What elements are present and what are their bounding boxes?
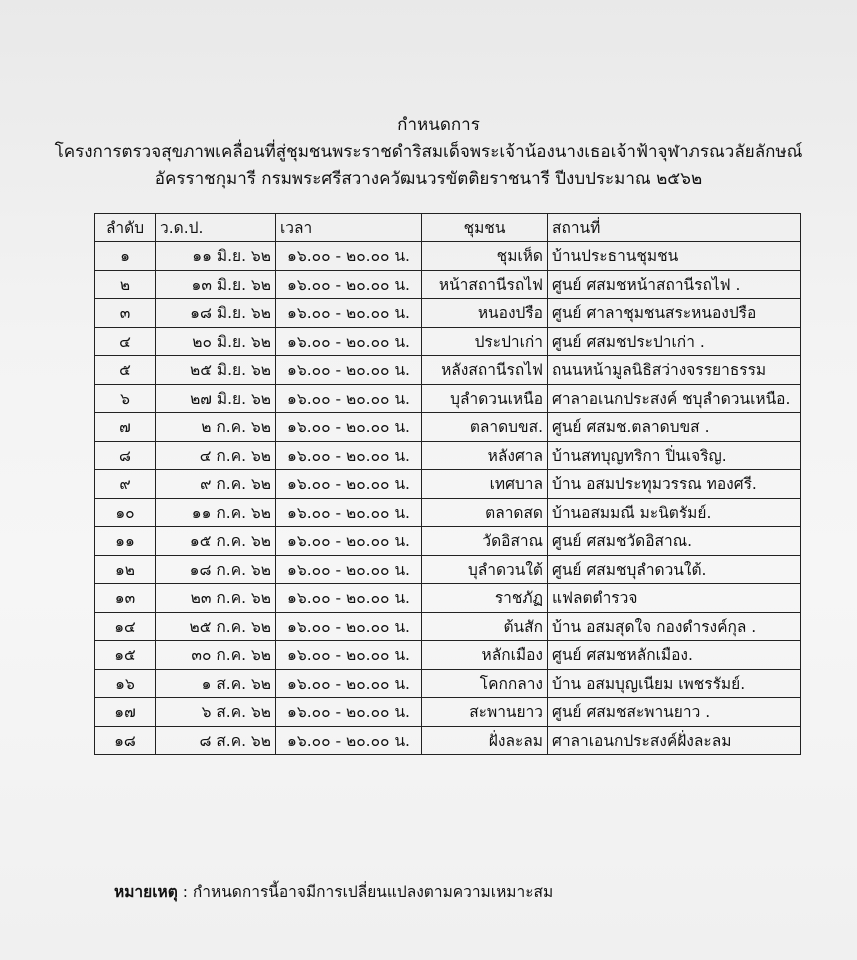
- cell-order: ๑๖: [95, 669, 156, 698]
- header-date: ว.ด.ป.: [156, 214, 276, 242]
- cell-order: ๑๓: [95, 584, 156, 613]
- cell-location: ศาลาเอนกประสงค์ฝั่งละลม: [548, 726, 801, 755]
- cell-date: ๑๕ ก.ค. ๖๒: [156, 527, 276, 556]
- cell-community: ราชภัฏ: [422, 584, 548, 613]
- cell-order: ๑๔: [95, 612, 156, 641]
- cell-location: ถนนหน้ามูลนิธิสว่างจรรยาธรรม: [548, 356, 801, 385]
- table-row: [95, 669, 801, 698]
- cell-community: บุลำดวนเหนือ: [422, 384, 548, 413]
- cell-time: ๑๖.๐๐ - ๒๐.๐๐ น.: [276, 270, 422, 299]
- cell-order: ๑๐: [95, 498, 156, 527]
- table-row: [95, 356, 801, 385]
- cell-time: ๑๖.๐๐ - ๒๐.๐๐ น.: [276, 299, 422, 328]
- cell-location: บ้านประธานชุมชน: [548, 242, 801, 271]
- title-line-1: กำหนดการ: [397, 115, 480, 135]
- table-row: [95, 612, 801, 641]
- cell-time: ๑๖.๐๐ - ๒๐.๐๐ น.: [276, 612, 422, 641]
- table-row: [95, 641, 801, 670]
- cell-time: ๑๖.๐๐ - ๒๐.๐๐ น.: [276, 356, 422, 385]
- cell-community: หลังศาล: [422, 441, 548, 470]
- cell-order: ๓: [95, 299, 156, 328]
- cell-location: ศูนย์ ศสมช.ตลาดบขส .: [548, 413, 801, 442]
- schedule-table: [94, 213, 801, 755]
- cell-time: ๑๖.๐๐ - ๒๐.๐๐ น.: [276, 555, 422, 584]
- title-line-3: อัครราชกุมารี กรมพระศรีสวางควัฒนวรขัตติยราชนารี ปีงบประมาณ ๒๕๖๒: [154, 169, 703, 189]
- cell-date: ๔ ก.ค. ๖๒: [156, 441, 276, 470]
- table-row: [95, 726, 801, 755]
- cell-location: แฟลตตำรวจ: [548, 584, 801, 613]
- table-row: [95, 327, 801, 356]
- cell-location: บ้านอสมมณี มะนิตรัมย์.: [548, 498, 801, 527]
- table-row: [95, 413, 801, 442]
- table-row: [95, 527, 801, 556]
- cell-time: ๑๖.๐๐ - ๒๐.๐๐ น.: [276, 726, 422, 755]
- table-row: [95, 498, 801, 527]
- table-row: [95, 441, 801, 470]
- cell-time: ๑๖.๐๐ - ๒๐.๐๐ น.: [276, 327, 422, 356]
- cell-community: โคกกลาง: [422, 669, 548, 698]
- document-title: [0, 112, 857, 193]
- table-row: [95, 584, 801, 613]
- cell-time: ๑๖.๐๐ - ๒๐.๐๐ น.: [276, 384, 422, 413]
- table-row: [95, 384, 801, 413]
- cell-time: ๑๖.๐๐ - ๒๐.๐๐ น.: [276, 413, 422, 442]
- cell-location: ศูนย์ ศาลาชุมชนสระหนองปรือ: [548, 299, 801, 328]
- cell-community: หน้าสถานีรถไฟ: [422, 270, 548, 299]
- cell-order: ๖: [95, 384, 156, 413]
- cell-date: ๑๑ ก.ค. ๖๒: [156, 498, 276, 527]
- cell-order: ๑๒: [95, 555, 156, 584]
- cell-date: ๑ ส.ค. ๖๒: [156, 669, 276, 698]
- cell-order: ๕: [95, 356, 156, 385]
- header-location: สถานที่: [548, 214, 801, 242]
- cell-location: ศาลาอเนกประสงค์ ชบุลำดวนเหนือ.: [548, 384, 801, 413]
- cell-location: บ้าน อสมประทุมวรรณ ทองศรี.: [548, 470, 801, 499]
- cell-order: ๙: [95, 470, 156, 499]
- cell-location: ศูนย์ ศสมชหน้าสถานีรถไฟ .: [548, 270, 801, 299]
- cell-date: ๑๓ มิ.ย. ๖๒: [156, 270, 276, 299]
- cell-community: บุลำดวนใต้: [422, 555, 548, 584]
- cell-date: ๑๘ ก.ค. ๖๒: [156, 555, 276, 584]
- cell-date: ๒๓ ก.ค. ๖๒: [156, 584, 276, 613]
- cell-location: ศูนย์ ศสมชสะพานยาว .: [548, 698, 801, 727]
- cell-location: ศูนย์ ศสมชหลักเมือง.: [548, 641, 801, 670]
- footnote: [114, 879, 553, 904]
- cell-date: ๑๘ มิ.ย. ๖๒: [156, 299, 276, 328]
- table-body: [95, 242, 801, 755]
- cell-date: ๙ ก.ค. ๖๒: [156, 470, 276, 499]
- cell-community: หนองปรือ: [422, 299, 548, 328]
- table-row: [95, 555, 801, 584]
- cell-order: ๗: [95, 413, 156, 442]
- footnote-label: หมายเหตุ: [114, 883, 178, 901]
- cell-date: ๒๐ มิ.ย. ๖๒: [156, 327, 276, 356]
- title-line-2: โครงการตรวจสุขภาพเคลื่อนที่สู่ชุมชนพระราชดำริสมเด็จพระเจ้าน้องนางเธอเจ้าฟ้าจุฬาภรณวลัยลักษณ์: [54, 142, 803, 162]
- cell-order: ๑๗: [95, 698, 156, 727]
- cell-community: หลังสถานีรถไฟ: [422, 356, 548, 385]
- cell-time: ๑๖.๐๐ - ๒๐.๐๐ น.: [276, 441, 422, 470]
- cell-order: ๘: [95, 441, 156, 470]
- cell-location: ศูนย์ ศสมชบุลำดวนใต้.: [548, 555, 801, 584]
- cell-date: ๘ ส.ค. ๖๒: [156, 726, 276, 755]
- header-order: ลำดับ: [95, 214, 156, 242]
- cell-order: ๑๘: [95, 726, 156, 755]
- cell-time: ๑๖.๐๐ - ๒๐.๐๐ น.: [276, 527, 422, 556]
- cell-date: ๒๕ มิ.ย. ๖๒: [156, 356, 276, 385]
- cell-community: วัดอิสาณ: [422, 527, 548, 556]
- cell-order: ๑๑: [95, 527, 156, 556]
- cell-location: บ้าน อสมสุดใจ กองดำรงค์กุล .: [548, 612, 801, 641]
- cell-community: หลักเมือง: [422, 641, 548, 670]
- cell-location: บ้าน อสมบุญเนียม เพชรรัมย์.: [548, 669, 801, 698]
- cell-order: ๑๕: [95, 641, 156, 670]
- cell-community: ตลาดสด: [422, 498, 548, 527]
- cell-community: ฝั่งละลม: [422, 726, 548, 755]
- table-row: [95, 470, 801, 499]
- table-row: [95, 299, 801, 328]
- table-row: [95, 698, 801, 727]
- cell-time: ๑๖.๐๐ - ๒๐.๐๐ น.: [276, 470, 422, 499]
- cell-time: ๑๖.๐๐ - ๒๐.๐๐ น.: [276, 669, 422, 698]
- cell-time: ๑๖.๐๐ - ๒๐.๐๐ น.: [276, 242, 422, 271]
- table-row: [95, 270, 801, 299]
- cell-community: ชุมเห็ด: [422, 242, 548, 271]
- cell-date: ๖ ส.ค. ๖๒: [156, 698, 276, 727]
- header-time: เวลา: [276, 214, 422, 242]
- cell-order: ๔: [95, 327, 156, 356]
- table-row: [95, 242, 801, 271]
- cell-order: ๑: [95, 242, 156, 271]
- header-community: ชุมชน: [422, 214, 548, 242]
- cell-location: ศูนย์ ศสมชประปาเก่า .: [548, 327, 801, 356]
- cell-date: ๒๗ มิ.ย. ๖๒: [156, 384, 276, 413]
- cell-date: ๒๕ ก.ค. ๖๒: [156, 612, 276, 641]
- cell-time: ๑๖.๐๐ - ๒๐.๐๐ น.: [276, 584, 422, 613]
- table-header-row: [95, 214, 801, 242]
- cell-date: ๒ ก.ค. ๖๒: [156, 413, 276, 442]
- cell-location: บ้านสทบุญทริกา ปิ่นเจริญ.: [548, 441, 801, 470]
- cell-time: ๑๖.๐๐ - ๒๐.๐๐ น.: [276, 698, 422, 727]
- cell-time: ๑๖.๐๐ - ๒๐.๐๐ น.: [276, 641, 422, 670]
- cell-date: ๑๑ มิ.ย. ๖๒: [156, 242, 276, 271]
- cell-community: ประปาเก่า: [422, 327, 548, 356]
- cell-community: ต้นสัก: [422, 612, 548, 641]
- cell-community: เทศบาล: [422, 470, 548, 499]
- cell-date: ๓๐ ก.ค. ๖๒: [156, 641, 276, 670]
- cell-community: สะพานยาว: [422, 698, 548, 727]
- cell-location: ศูนย์ ศสมชวัดอิสาณ.: [548, 527, 801, 556]
- cell-community: ตลาดบขส.: [422, 413, 548, 442]
- cell-time: ๑๖.๐๐ - ๒๐.๐๐ น.: [276, 498, 422, 527]
- footnote-text: : กำหนดการนี้อาจมีการเปลี่ยนแปลงตามความเหมาะสม: [177, 883, 554, 901]
- cell-order: ๒: [95, 270, 156, 299]
